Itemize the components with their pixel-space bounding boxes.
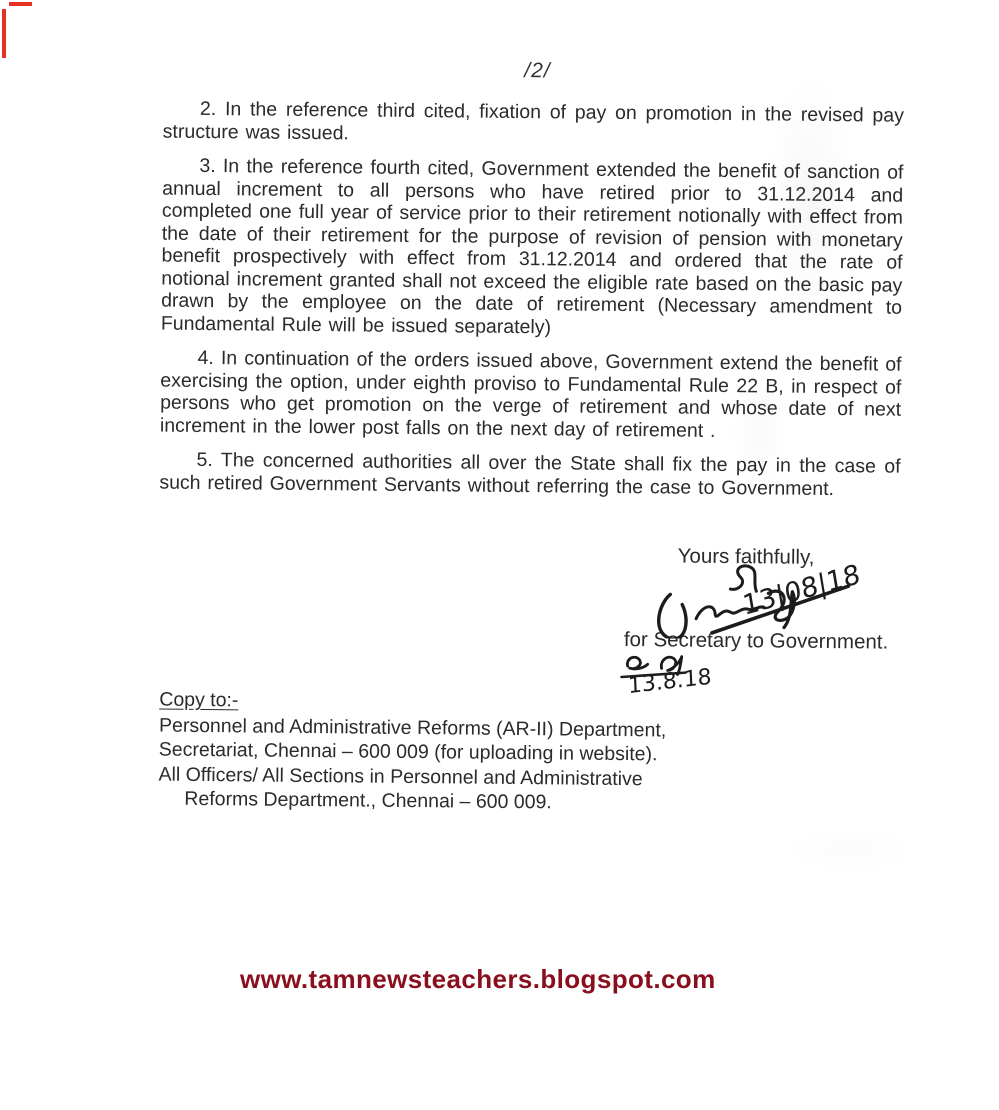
salutation: Yours faithfully, bbox=[677, 544, 815, 569]
watermark-url: www.tamnewsteachers.blogspot.com bbox=[240, 964, 716, 994]
signature-date-handwritten: 13|08|18 bbox=[740, 558, 863, 622]
paragraph-3: 3. In the reference fourth cited, Government extended the benefit of sanction of annual increment to all persons who have retired prior to 31.12.2014 and completed one full year of service prior to their retirement notionally with effect from the date of their retirement for the purpose of revision of pension with monetary benefit prospectively with effect from 31.12.2014 and ordered that the rate of notional increment granted shall not exceed the eligible rate based on the basic pay drawn by the employee on the date of retirement (Necessary amendment to Fundamental Rule will be issued separately) bbox=[160, 154, 904, 338]
copy-to-line: Secretariat, Chennai – 600 009 (for uploading in website). bbox=[158, 738, 658, 766]
paragraph-4: 4. In continuation of the orders issued above, Government extend the benefit of exercising the option, under eighth proviso to Fundamental Rule 22 B, in respect of persons who get promotion on the verge of retirement and whose date of next increment in the lower post falls on the next day of retirement . bbox=[159, 346, 902, 442]
page-number: /2/ bbox=[524, 59, 551, 83]
signatory-line: for Secretary to Government. bbox=[623, 628, 889, 654]
copy-to-heading: Copy to:- bbox=[159, 688, 239, 712]
copy-to-line: Reforms Department., Chennai – 600 009. bbox=[184, 787, 552, 814]
letter-body bbox=[159, 98, 904, 513]
paragraph-5: 5. The concerned authorities all over the State shall fix the pay in the case of such retired Government Servants without referring the case to Government. bbox=[159, 448, 901, 500]
copy-to-line: Personnel and Administrative Reforms (AR-II) Department, bbox=[158, 714, 667, 741]
paragraph-2: 2. In the reference third cited, fixation of pay on promotion in the revised pay structure was issued. bbox=[162, 97, 905, 144]
copy-to-section bbox=[158, 688, 666, 816]
copy-to-line: All Officers/ All Sections in Personnel and Administrative bbox=[158, 763, 643, 790]
endorsement-date-handwritten: 13.8.18 bbox=[627, 664, 713, 700]
